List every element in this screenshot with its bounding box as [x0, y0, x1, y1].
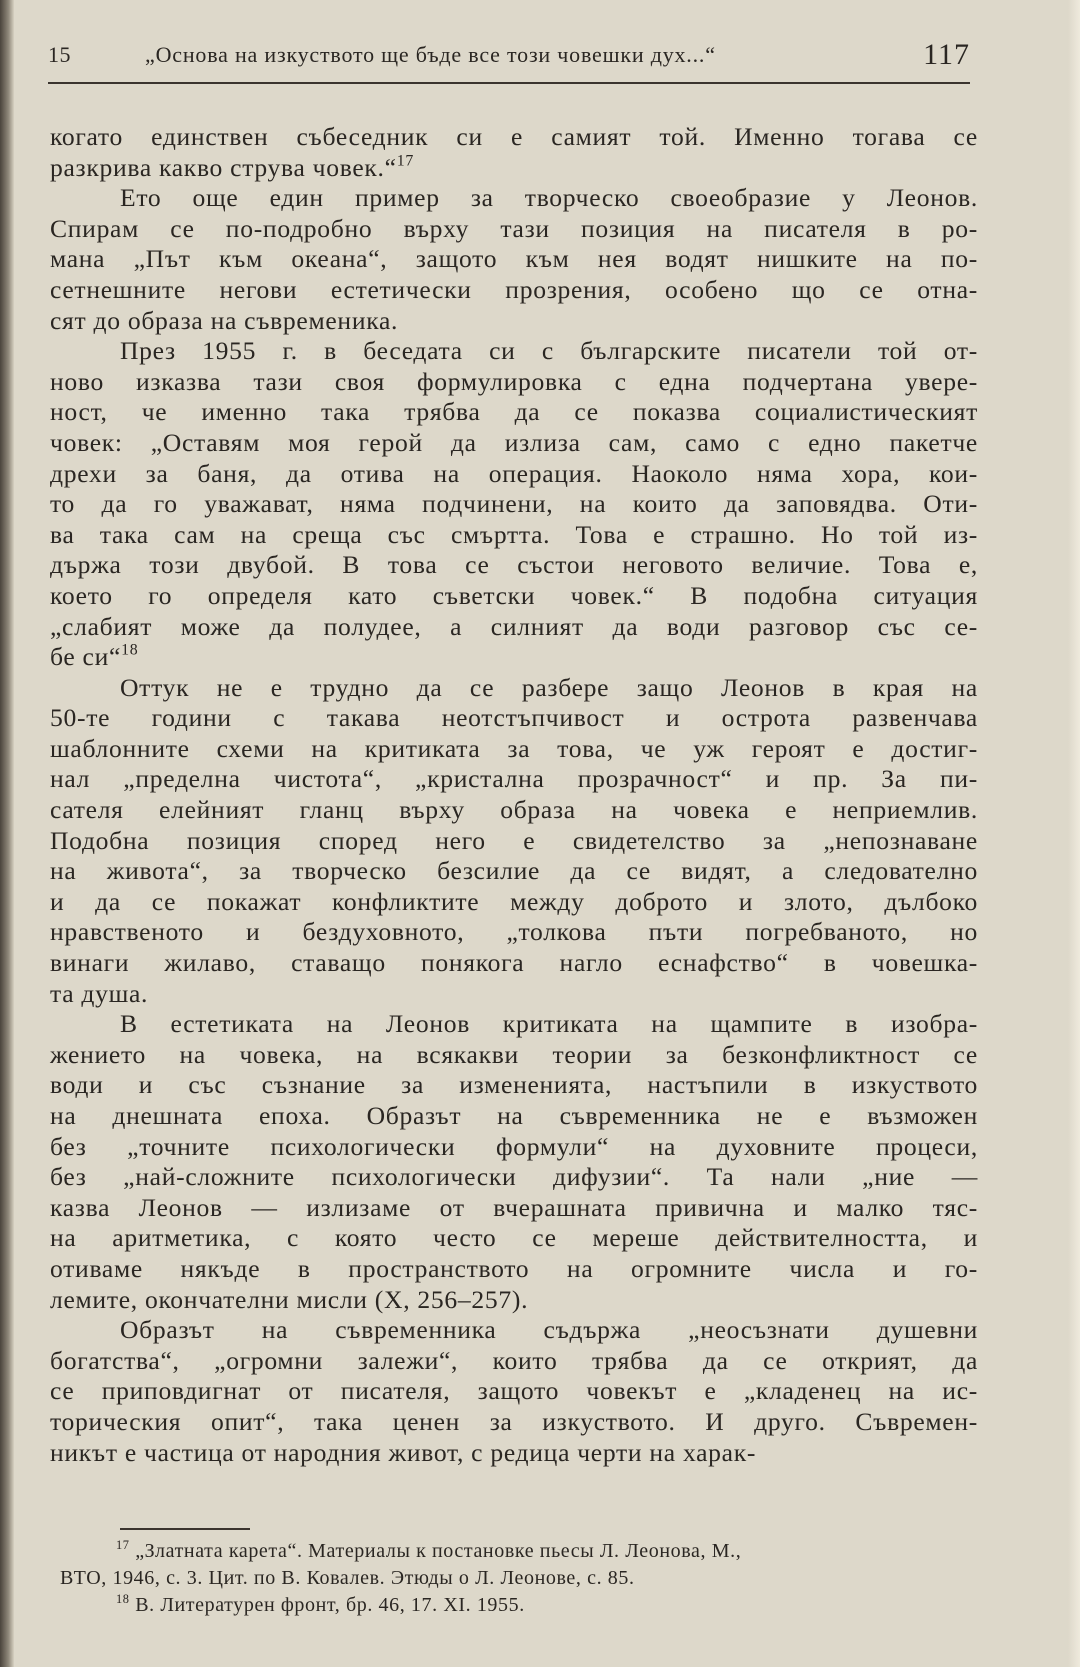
text-line: [50, 1438, 978, 1469]
text-line-content: отиваме някъде в пространството на огромните числа и го-: [50, 1253, 978, 1283]
footnote-text: ВТО, 1946, с. 3. Цит. по В. Ковалев. Этюды о Л. Леонове, с. 85.: [60, 1567, 635, 1589]
footnote-line: [60, 1538, 978, 1565]
text-line: [50, 734, 978, 765]
text-line-content: то да го уважават, няма подчинени, на които да заповядва. Оти-: [50, 489, 978, 519]
text-line: [50, 1285, 978, 1316]
text-line-content: без „точните психологически формули“ на духовните процеси,: [50, 1131, 978, 1161]
text-line-content: казва Леонов — излизаме от вчерашната привична и малко тяс-: [50, 1192, 978, 1222]
text-line: [50, 887, 978, 918]
text-line-content: Спирам се по-подробно върху тази позиция на писателя в ро-: [50, 213, 978, 243]
text-line-content: сателя елейният гланц върху образа на човека е неприемлив.: [50, 795, 978, 825]
text-line: [50, 275, 978, 306]
text-line-content: та душа.: [50, 978, 149, 1008]
text-line-content: Образът на съвременника съдържа „неосъзнати душевни: [120, 1315, 978, 1345]
text-line-content: води и със съзнание за измененията, настъпили в изкуството: [50, 1070, 978, 1100]
text-line-content: Подобна позиция според него е свидетелство за „непознаване: [50, 825, 978, 855]
text-line: [50, 1193, 978, 1224]
footnote-rule: [120, 1528, 250, 1530]
running-header: [48, 38, 970, 78]
text-line-content: нал „пределна чистота“, „кристална прозрачност“ и пр. За пи-: [50, 764, 978, 794]
footnotes: [60, 1538, 978, 1619]
text-line: [50, 489, 978, 520]
text-line: [50, 1346, 978, 1377]
body-text: [50, 122, 978, 1468]
text-line: [50, 397, 978, 428]
text-line-content: Ето още един пример за творческо своеобразие у Леонов.: [120, 183, 978, 213]
text-line-content: Оттук не е трудно да се разбере защо Леонов в края на: [120, 672, 978, 702]
text-line-content: дъpжа този двубой. В това се състои неговото величие. Това е,: [50, 550, 978, 580]
text-line-content: на аритметика, с която често се мереше действителността, и: [50, 1223, 978, 1253]
text-line: [50, 612, 978, 643]
text-line: [50, 153, 978, 184]
footnote-ref: 17: [396, 152, 414, 170]
text-line-content: без „най-сложните психологически дифузии“. Та нали „ние —: [50, 1162, 978, 1192]
text-line: [50, 428, 978, 459]
text-line: [50, 979, 978, 1010]
text-line: [50, 1376, 978, 1407]
text-line-content: което го определя като съветски човек.“ В подобна ситуация: [50, 580, 978, 610]
text-line: [50, 550, 978, 581]
text-line: [50, 306, 978, 337]
text-line: [50, 917, 978, 948]
text-line-content: 50-те години с такава неотстъпчивост и острота развенчава: [50, 703, 978, 733]
text-line-content: мана „Път към океана“, защото към нея водят нишките на по-: [50, 244, 978, 274]
footnote-mark: 17: [116, 1537, 130, 1552]
header-rule: [48, 82, 970, 84]
text-line: [50, 122, 978, 153]
text-line-content: шаблонните схеми на критиката за това, че уж героят е достиг-: [50, 733, 978, 763]
text-line: [50, 1407, 978, 1438]
text-line-content: дрехи за баня, да отива на операция. Наоколо няма хора, кои-: [50, 458, 978, 488]
footnote-text: „Златната карета“. Материалы к постановке пьесы Л. Леонова, М.,: [135, 1540, 742, 1562]
footnote-line: [60, 1565, 978, 1592]
text-line: [50, 1162, 978, 1193]
page-binding-shadow: [0, 0, 14, 1667]
text-line: [50, 1315, 978, 1346]
text-line: [50, 1101, 978, 1132]
text-line: [50, 1040, 978, 1071]
text-line-content: богатства“, „огромни залежи“, които трябва да се открият, да: [50, 1345, 978, 1375]
text-line: [50, 244, 978, 275]
text-line: [50, 459, 978, 490]
text-line: [50, 1009, 978, 1040]
text-line: [50, 367, 978, 398]
footnote-mark: 18: [116, 1591, 130, 1606]
text-line-content: жението на човека, на всякакви теории за безконфликтност се: [50, 1039, 978, 1069]
text-line-content: През 1955 г. в беседата си с българските писатели той от-: [120, 336, 978, 366]
text-line: [50, 581, 978, 612]
text-line: [50, 948, 978, 979]
text-line: [50, 1132, 978, 1163]
text-line: [50, 183, 978, 214]
text-line-content: лемите, окончателни мисли (X, 256–257).: [50, 1284, 529, 1314]
text-line: [50, 795, 978, 826]
text-line-content: винаги жилаво, ставащо понякога нагло еснафство“ в човешка-: [50, 948, 978, 978]
text-line-content: на живота“, за творческо безсилие да се видят, а следователно: [50, 856, 978, 886]
text-line: [50, 673, 978, 704]
footnote-ref: 18: [121, 641, 139, 659]
text-line: [50, 1254, 978, 1285]
text-line: [50, 1223, 978, 1254]
text-line-content: „слабият може да полудее, а силният да води разговор със се-: [50, 611, 978, 641]
text-line-content: нравственото и бездуховното, „толкова пъти погребваното, но: [50, 917, 978, 947]
text-line-content: се приповдигнат от писателя, защото човекът е „кладенец на ис-: [50, 1376, 978, 1406]
running-title: „Основа на изкуството ще бъде все този човешки дух...“: [145, 42, 716, 67]
text-line-content: ново изказва тази своя формулировка с една подчертана увере-: [50, 366, 978, 396]
text-line-content: ност, че именно така трябва да се показва социалистическият: [50, 397, 978, 427]
text-line-content: сят до образа на съвременика.: [50, 305, 399, 335]
text-line: [50, 642, 978, 673]
text-line-content: когато единствен събеседник си е самият той. Именно тогава се: [50, 122, 978, 151]
footnote-text: В. Литературен фронт, бр. 46, 17. XI. 1955.: [135, 1594, 525, 1616]
text-line-content: никът е частица от народния живот, с редица черти на харак-: [50, 1437, 757, 1467]
text-line: [50, 856, 978, 887]
text-line: [50, 336, 978, 367]
text-line-content: торическия опит“, така ценен за изкуството. И друго. Съвремен-: [50, 1406, 978, 1436]
page-edge: [1068, 0, 1080, 1667]
text-line: [50, 520, 978, 551]
text-line-content: сетнешните негови естетически прозрения, особено що се отна-: [50, 274, 978, 304]
text-line-content: В естетиката на Леонов критиката на щампите в изобра-: [120, 1009, 978, 1039]
footnote-line: [60, 1592, 978, 1619]
text-line: [50, 214, 978, 245]
page-number: 117: [923, 38, 970, 71]
text-line: [50, 764, 978, 795]
text-line-content: човек: „Оставям моя герой да излиза сам, само с едно пакетче: [50, 427, 978, 457]
text-line: [50, 703, 978, 734]
text-line-content: ва така сам на среща със смъртта. Това е страшно. Но той из-: [50, 519, 978, 549]
text-line: [50, 1070, 978, 1101]
signature-mark: 15: [48, 42, 71, 67]
text-line-content: разкрива какво струва човек.“: [50, 152, 397, 182]
text-line: [50, 826, 978, 857]
text-line-content: и да се покажат конфликтите между доброто и злото, дълбоко: [50, 886, 978, 916]
text-line-content: бе си“: [50, 642, 122, 672]
text-line-content: на днешната епоха. Образът на съвременника не е възможен: [50, 1101, 978, 1130]
